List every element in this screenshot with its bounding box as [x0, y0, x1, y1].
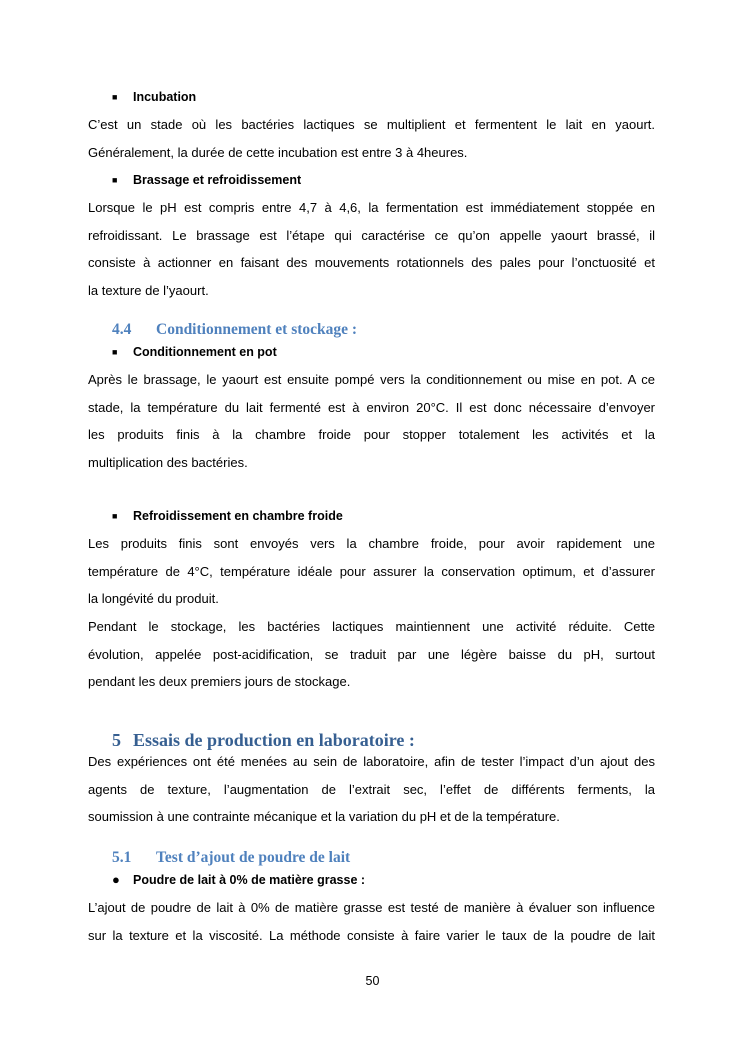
- text-line: multiplication des bactéries.: [88, 454, 248, 470]
- text-line: la longévité du produit.: [88, 591, 219, 606]
- text-line: Pendant le stockage, les bactéries lactiques maintiennent une activité réduite. Cette: [88, 619, 655, 634]
- paragraph-essais: [88, 748, 655, 831]
- paragraph-stockage: [88, 613, 655, 696]
- heading-number: 5.1: [112, 849, 132, 866]
- text-line: soumission à une contrainte mécanique et la variation du pH et de la température.: [88, 809, 560, 824]
- text-line: sur la texture et la viscosité. La méthode consiste à faire varier le taux de la poudre de lait: [88, 927, 655, 943]
- text-line: la texture de l’yaourt.: [88, 282, 209, 298]
- text-line: Généralement, la durée de cette incubation est entre 3 à 4heures.: [88, 144, 468, 160]
- bullet-incubation: ■ Incubation: [112, 90, 197, 104]
- text-line: pendant les deux premiers jours de stockage.: [88, 674, 351, 689]
- paragraph-refroidissement: [88, 530, 655, 613]
- square-bullet-icon: ■: [112, 511, 118, 521]
- text-line: L’ajout de poudre de lait à 0% de matière grasse est testé de manière à évaluer son influence: [88, 900, 655, 915]
- heading-title: Conditionnement et stockage :: [156, 321, 358, 338]
- bullet-brassage: ■ Brassage et refroidissement: [112, 173, 302, 187]
- page-number: 50: [365, 974, 380, 988]
- paragraph-poudre: [88, 894, 655, 949]
- paragraph-brassage: [88, 194, 655, 304]
- text-line: Après le brassage, le yaourt est ensuite pompé vers la conditionnement ou mise en pot. A ce: [88, 372, 655, 387]
- heading-title: Essais de production en laboratoire :: [133, 730, 415, 750]
- bullet-refroidissement: ■ Refroidissement en chambre froide: [112, 509, 343, 523]
- text-line: évolution, appelée post-acidification, se traduit par une légère baisse du pH, surtout: [88, 646, 655, 662]
- round-bullet-icon: ●: [112, 872, 120, 887]
- text-line: les produits finis à la chambre froide pour stopper totalement les activités et la: [88, 427, 655, 442]
- square-bullet-icon: ■: [112, 347, 118, 357]
- section-heading-5-1: [112, 848, 350, 868]
- square-bullet-icon: ■: [112, 92, 118, 102]
- text-line: température de 4°C, température idéale pour assurer la conservation optimum, et d’assurer: [88, 563, 655, 579]
- text-line: C’est un stade où les bactéries lactiques se multiplient et fermentent le lait en yaourt.: [88, 117, 655, 132]
- heading-number: 5: [112, 730, 121, 750]
- text-line: stade, la température du lait fermenté est à environ 20°C. Il est donc nécessaire d’envoyer: [88, 399, 655, 415]
- paragraph-incubation: [88, 111, 655, 166]
- text-line: consiste à actionner en faisant des mouvements rotationnels des pales pour l’onctuosité et: [88, 255, 655, 270]
- paragraph-conditionnement: [88, 366, 655, 476]
- text-line: Les produits finis sont envoyés vers la chambre froide, pour avoir rapidement une: [88, 536, 655, 551]
- text-line: agents de texture, l’augmentation de l’extrait sec, l’effet de différents ferments, la: [88, 781, 655, 797]
- bullet-conditionnement: ■ Conditionnement en pot: [112, 345, 277, 359]
- text-line: refroidissant. Le brassage est l’étape qui caractérise ce qu’on appelle yaourt brassé, il: [88, 227, 655, 243]
- text-line: Lorsque le pH est compris entre 4,7 à 4,6, la fermentation est immédiatement stoppée en: [88, 200, 655, 215]
- square-bullet-icon: ■: [112, 175, 118, 185]
- text-line: Des expériences ont été menées au sein de laboratoire, afin de tester l’impact d’un ajout des: [88, 754, 655, 769]
- section-heading-4-4: [112, 320, 357, 340]
- heading-title: Test d’ajout de poudre de lait: [156, 849, 351, 866]
- heading-number: 4.4: [112, 321, 132, 338]
- bullet-poudre: ● Poudre de lait à 0% de matière grasse :: [112, 872, 366, 887]
